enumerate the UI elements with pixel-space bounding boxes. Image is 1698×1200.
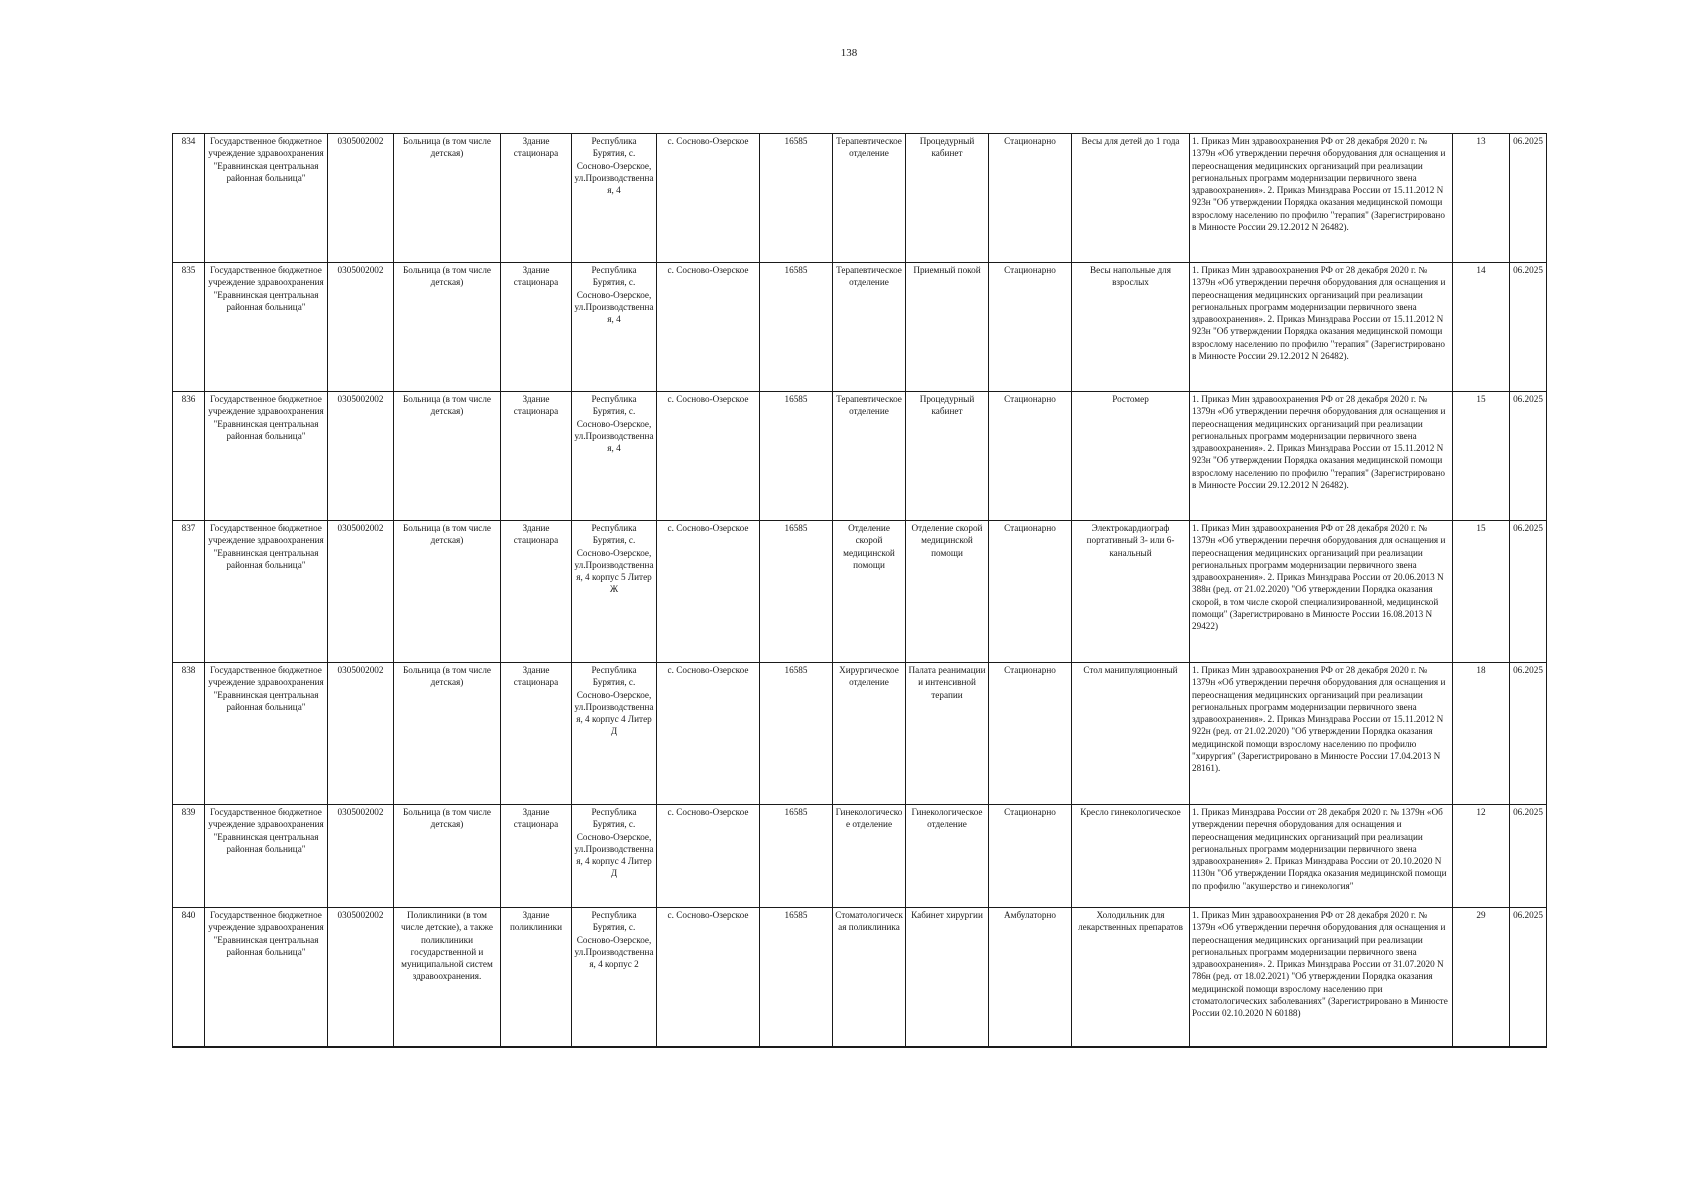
cell-care-form: Стационарно bbox=[989, 134, 1072, 263]
cell-basis: 1. Приказ Мин здравоохранения РФ от 28 декабря 2020 г. № 1379н «Об утверждении перечня оборудования для оснащения и переоснащения медицинских организаций при реализации региональных программ модернизации первичного звена здравоохранения». 2. Приказ Минздрава России от 15.11.2012 N 923н "Об утверждении Порядка оказания медицинской помощи взрослому населению по профилю "терапия" (Зарегистрировано в Минюсте России 29.12.2012 N 26482). bbox=[1190, 134, 1453, 263]
cell-qty: 14 bbox=[1453, 263, 1510, 392]
cell-room: Приемный покой bbox=[906, 263, 989, 392]
cell-date: 06.2025 bbox=[1510, 908, 1547, 1048]
cell-equipment: Весы напольные для взрослых bbox=[1072, 263, 1190, 392]
cell-building: Здание стационара bbox=[501, 263, 572, 392]
cell-qty: 12 bbox=[1453, 805, 1510, 908]
cell-address: Республика Бурятия, с. Сосново-Озерское, ул.Производственная, 4 bbox=[572, 263, 657, 392]
cell-qty: 15 bbox=[1453, 521, 1510, 663]
cell-institution: Государственное бюджетное учреждение здравоохранения "Еравнинская центральная районная больница" bbox=[205, 805, 328, 908]
cell-basis: 1. Приказ Мин здравоохранения РФ от 28 декабря 2020 г. № 1379н «Об утверждении перечня оборудования для оснащения и переоснащения медицинских организаций при реализации региональных программ модернизации первичного звена здравоохранения». 2. Приказ Минздрава России от 15.11.2012 N 922н (ред. от 21.02.2020) "Об утверждении Порядка оказания медицинской помощи взрослому населению по профилю "хирургия" (Зарегистрировано в Минюсте России 17.04.2013 N 28161). bbox=[1190, 663, 1453, 805]
cell-oktmo: 16585 bbox=[760, 805, 833, 908]
cell-locality: с. Сосново-Озерское bbox=[657, 392, 760, 521]
cell-address: Республика Бурятия, с. Сосново-Озерское, ул.Производственная, 4 bbox=[572, 134, 657, 263]
cell-room: Отделение скорой медицинской помощи bbox=[906, 521, 989, 663]
cell-equipment: Холодильник для лекарственных препаратов bbox=[1072, 908, 1190, 1048]
cell-department: Отделение скорой медицинской помощи bbox=[833, 521, 906, 663]
cell-address: Республика Бурятия, с. Сосново-Озерское, ул.Производственная, 4 корпус 5 Литер Ж bbox=[572, 521, 657, 663]
cell-qty: 15 bbox=[1453, 392, 1510, 521]
cell-equipment: Электрокардиограф портативный 3- или 6-канальный bbox=[1072, 521, 1190, 663]
cell-locality: с. Сосново-Озерское bbox=[657, 263, 760, 392]
cell-qty: 13 bbox=[1453, 134, 1510, 263]
cell-address: Республика Бурятия, с. Сосново-Озерское, ул.Производственная, 4 корпус 2 bbox=[572, 908, 657, 1048]
cell-code: 0305002002 bbox=[328, 521, 394, 663]
cell-basis: 1. Приказ Мин здравоохранения РФ от 28 декабря 2020 г. № 1379н «Об утверждении перечня оборудования для оснащения и переоснащения медицинских организаций при реализации региональных программ модернизации первичного звена здравоохранения». 2. Приказ Минздрава России от 20.06.2013 N 388н (ред. от 21.02.2020) "Об утверждении Порядка оказания скорой, в том числе скорой специализированной, медицинской помощи" (Зарегистрировано в Минюсте России 16.08.2013 N 29422) bbox=[1190, 521, 1453, 663]
cell-facility-type: Больница (в том числе детская) bbox=[394, 392, 501, 521]
cell-equipment: Весы для детей до 1 года bbox=[1072, 134, 1190, 263]
cell-locality: с. Сосново-Озерское bbox=[657, 908, 760, 1048]
cell-facility-type: Больница (в том числе детская) bbox=[394, 263, 501, 392]
cell-oktmo: 16585 bbox=[760, 392, 833, 521]
cell-building: Здание стационара bbox=[501, 663, 572, 805]
cell-oktmo: 16585 bbox=[760, 908, 833, 1048]
cell-building: Здание поликлиники bbox=[501, 908, 572, 1048]
cell-facility-type: Поликлиники (в том числе детские), а также поликлиники государственной и муниципальной систем здравоохранения. bbox=[394, 908, 501, 1048]
cell-locality: с. Сосново-Озерское bbox=[657, 663, 760, 805]
cell-locality: с. Сосново-Озерское bbox=[657, 805, 760, 908]
cell-building: Здание стационара bbox=[501, 805, 572, 908]
cell-facility-type: Больница (в том числе детская) bbox=[394, 805, 501, 908]
cell-equipment: Стол манипуляционный bbox=[1072, 663, 1190, 805]
cell-code: 0305002002 bbox=[328, 805, 394, 908]
cell-basis: 1. Приказ Мин здравоохранения РФ от 28 декабря 2020 г. № 1379н «Об утверждении перечня оборудования для оснащения и переоснащения медицинских организаций при реализации региональных программ модернизации первичного звена здравоохранения». 2. Приказ Минздрава России от 15.11.2012 N 923н "Об утверждении Порядка оказания медицинской помощи взрослому населению по профилю "терапия" (Зарегистрировано в Минюсте России 29.12.2012 N 26482). bbox=[1190, 392, 1453, 521]
cell-qty: 29 bbox=[1453, 908, 1510, 1048]
cell-basis: 1. Приказ Минздрава России от 28 декабря 2020 г. № 1379н «Об утверждении перечня оборудования для оснащения и переоснащения медицинских организаций при реализации региональных программ модернизации первичного звена здравоохранения» 2. Приказ Минздрава России от 20.10.2020 N 1130н "Об утверждении Порядка оказания медицинской помощи по профилю "акушерство и гинекология" bbox=[1190, 805, 1453, 908]
cell-num: 836 bbox=[173, 392, 205, 521]
cell-institution: Государственное бюджетное учреждение здравоохранения "Еравнинская центральная районная больница" bbox=[205, 521, 328, 663]
cell-date: 06.2025 bbox=[1510, 805, 1547, 908]
cell-department: Хирургическое отделение bbox=[833, 663, 906, 805]
table-row bbox=[173, 908, 1547, 1048]
table-row bbox=[173, 263, 1547, 392]
cell-building: Здание стационара bbox=[501, 521, 572, 663]
cell-num: 838 bbox=[173, 663, 205, 805]
cell-facility-type: Больница (в том числе детская) bbox=[394, 134, 501, 263]
cell-num: 837 bbox=[173, 521, 205, 663]
cell-room: Кабинет хирургии bbox=[906, 908, 989, 1048]
cell-code: 0305002002 bbox=[328, 134, 394, 263]
cell-room: Гинекологическое отделение bbox=[906, 805, 989, 908]
cell-room: Процедурный кабинет bbox=[906, 392, 989, 521]
table-row bbox=[173, 521, 1547, 663]
cell-address: Республика Бурятия, с. Сосново-Озерское, ул.Производственная, 4 bbox=[572, 392, 657, 521]
cell-care-form: Стационарно bbox=[989, 805, 1072, 908]
table-row bbox=[173, 663, 1547, 805]
cell-institution: Государственное бюджетное учреждение здравоохранения "Еравнинская центральная районная больница" bbox=[205, 663, 328, 805]
cell-building: Здание стационара bbox=[501, 134, 572, 263]
cell-num: 839 bbox=[173, 805, 205, 908]
cell-date: 06.2025 bbox=[1510, 663, 1547, 805]
cell-facility-type: Больница (в том числе детская) bbox=[394, 663, 501, 805]
cell-date: 06.2025 bbox=[1510, 392, 1547, 521]
cell-address: Республика Бурятия, с. Сосново-Озерское, ул.Производственная, 4 корпус 4 Литер Д bbox=[572, 805, 657, 908]
cell-date: 06.2025 bbox=[1510, 521, 1547, 663]
cell-equipment: Ростомер bbox=[1072, 392, 1190, 521]
table-row bbox=[173, 805, 1547, 908]
cell-institution: Государственное бюджетное учреждение здравоохранения "Еравнинская центральная районная больница" bbox=[205, 263, 328, 392]
cell-date: 06.2025 bbox=[1510, 134, 1547, 263]
table-row bbox=[173, 392, 1547, 521]
cell-department: Терапевтическое отделение bbox=[833, 263, 906, 392]
cell-building: Здание стационара bbox=[501, 392, 572, 521]
cell-oktmo: 16585 bbox=[760, 263, 833, 392]
cell-date: 06.2025 bbox=[1510, 263, 1547, 392]
cell-department: Терапевтическое отделение bbox=[833, 392, 906, 521]
cell-oktmo: 16585 bbox=[760, 134, 833, 263]
cell-institution: Государственное бюджетное учреждение здравоохранения "Еравнинская центральная районная больница" bbox=[205, 134, 328, 263]
cell-department: Стоматологическая поликлиника bbox=[833, 908, 906, 1048]
cell-care-form: Стационарно bbox=[989, 392, 1072, 521]
cell-care-form: Стационарно bbox=[989, 263, 1072, 392]
cell-basis: 1. Приказ Мин здравоохранения РФ от 28 декабря 2020 г. № 1379н «Об утверждении перечня оборудования для оснащения и переоснащения медицинских организаций при реализации региональных программ модернизации первичного звена здравоохранения». 2. Приказ Минздрава России от 15.11.2012 N 923н "Об утверждении Порядка оказания медицинской помощи взрослому населению по профилю "терапия" (Зарегистрировано в Минюсте России 29.12.2012 N 26482). bbox=[1190, 263, 1453, 392]
cell-code: 0305002002 bbox=[328, 392, 394, 521]
cell-code: 0305002002 bbox=[328, 263, 394, 392]
cell-address: Республика Бурятия, с. Сосново-Озерское, ул.Производственная, 4 корпус 4 Литер Д bbox=[572, 663, 657, 805]
cell-room: Процедурный кабинет bbox=[906, 134, 989, 263]
cell-institution: Государственное бюджетное учреждение здравоохранения "Еравнинская центральная районная больница" bbox=[205, 908, 328, 1048]
cell-institution: Государственное бюджетное учреждение здравоохранения "Еравнинская центральная районная больница" bbox=[205, 392, 328, 521]
cell-care-form: Стационарно bbox=[989, 663, 1072, 805]
cell-locality: с. Сосново-Озерское bbox=[657, 521, 760, 663]
cell-equipment: Кресло гинекологическое bbox=[1072, 805, 1190, 908]
cell-department: Терапевтическое отделение bbox=[833, 134, 906, 263]
cell-num: 840 bbox=[173, 908, 205, 1048]
table-row bbox=[173, 134, 1547, 263]
cell-care-form: Амбулаторно bbox=[989, 908, 1072, 1048]
cell-code: 0305002002 bbox=[328, 908, 394, 1048]
cell-facility-type: Больница (в том числе детская) bbox=[394, 521, 501, 663]
cell-num: 835 bbox=[173, 263, 205, 392]
cell-care-form: Стационарно bbox=[989, 521, 1072, 663]
cell-oktmo: 16585 bbox=[760, 521, 833, 663]
cell-locality: с. Сосново-Озерское bbox=[657, 134, 760, 263]
cell-department: Гинекологическое отделение bbox=[833, 805, 906, 908]
cell-room: Палата реанимации и интенсивной терапии bbox=[906, 663, 989, 805]
equipment-table bbox=[172, 133, 1547, 1048]
cell-oktmo: 16585 bbox=[760, 663, 833, 805]
cell-num: 834 bbox=[173, 134, 205, 263]
cell-basis: 1. Приказ Мин здравоохранения РФ от 28 декабря 2020 г. № 1379н «Об утверждении перечня оборудования для оснащения и переоснащения медицинских организаций при реализации региональных программ модернизации первичного звена здравоохранения». 2. Приказ Минздрава России от 31.07.2020 N 786н (ред. от 18.02.2021) "Об утверждении Порядка оказания медицинской помощи взрослому населению при стоматологических заболеваниях" (Зарегистрировано в Минюсте России 02.10.2020 N 60188) bbox=[1190, 908, 1453, 1048]
cell-code: 0305002002 bbox=[328, 663, 394, 805]
page-number: 138 bbox=[840, 47, 858, 59]
cell-qty: 18 bbox=[1453, 663, 1510, 805]
